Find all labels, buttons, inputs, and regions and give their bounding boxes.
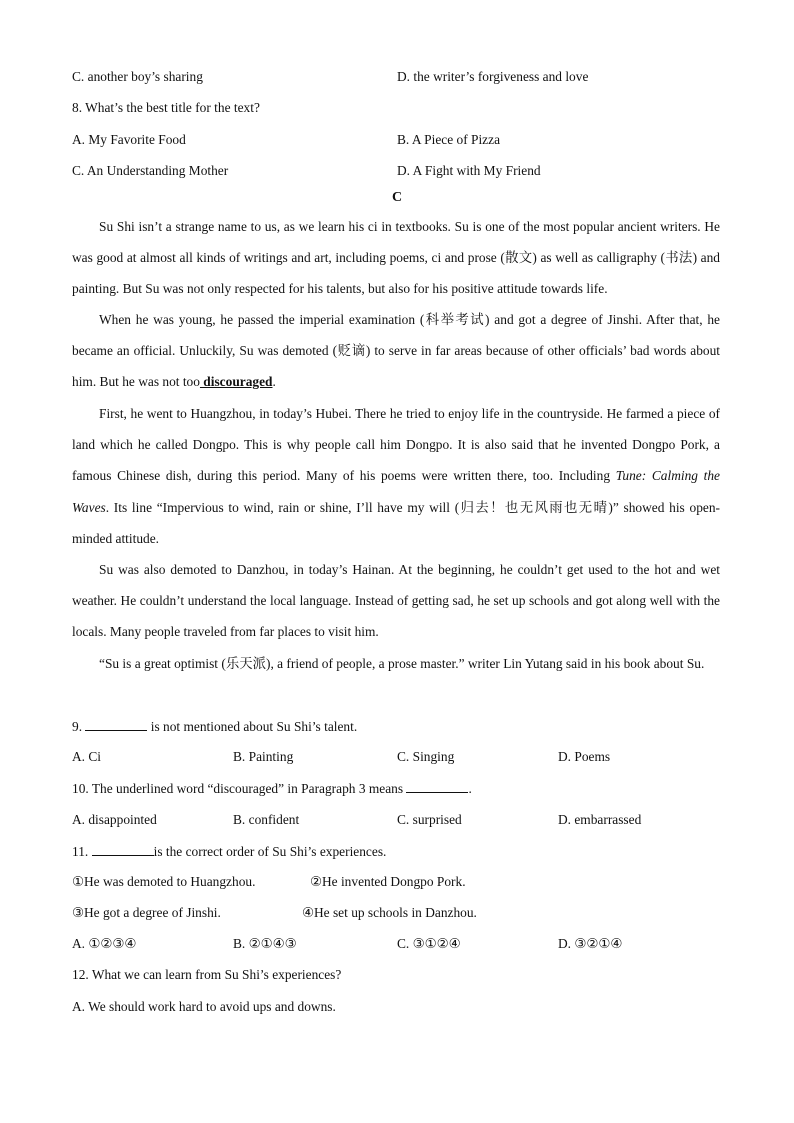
q10-end: . bbox=[468, 781, 472, 796]
q11-number: 11. bbox=[72, 844, 89, 859]
experience-1: ①He was demoted to Huangzhou. bbox=[72, 874, 256, 889]
q11-option-a: A. ①②③④ bbox=[72, 936, 137, 951]
passage-paragraph-2 bbox=[72, 304, 720, 398]
q10-option-a: A. disappointed bbox=[72, 812, 157, 827]
answer-blank bbox=[92, 843, 154, 856]
q9-option-c: C. Singing bbox=[397, 749, 455, 764]
q9-option-a: A. Ci bbox=[72, 749, 102, 764]
q11-option-d: D. ③②①④ bbox=[558, 936, 623, 951]
q8-stem: 8. What’s the best title for the text? bbox=[72, 100, 260, 115]
underlined-word: discouraged bbox=[199, 374, 273, 390]
experience-2: ②He invented Dongpo Pork. bbox=[310, 874, 466, 889]
q8-option-c: C. An Understanding Mother bbox=[72, 163, 229, 178]
q11-option-c: C. ③①②④ bbox=[397, 936, 461, 951]
q9-number: 9. bbox=[72, 719, 83, 734]
q11-option-b: B. ②①④③ bbox=[233, 936, 297, 951]
q9-option-b: B. Painting bbox=[233, 749, 294, 764]
q8-option-a: A. My Favorite Food bbox=[72, 132, 186, 147]
q9-stem bbox=[72, 718, 357, 735]
q9-text: is not mentioned about Su Shi’s talent. bbox=[147, 719, 358, 734]
paragraph-3-text: First, he went to Huangzhou, in today’s Hubei. There he tried to enjoy life in the countryside. He farmed a piece of land which he called Dongpo. This is why people call him Dongpo. It is also said that he invented Dongpo Pork, a famous Chinese dish, during this period. Many of his poems were written there, too. Including bbox=[72, 406, 720, 484]
poem-title: Tune: Calming the Waves bbox=[72, 468, 720, 515]
q10-text: 10. The underlined word “discouraged” in Paragraph 3 means bbox=[72, 781, 404, 796]
experience-3: ③He got a degree of Jinshi. bbox=[72, 905, 221, 920]
q10-option-d: D. embarrassed bbox=[558, 812, 642, 827]
passage-paragraph-3 bbox=[72, 398, 720, 554]
q7-option-c: C. another boy’s sharing bbox=[72, 69, 203, 84]
passage-paragraph-4: Su was also demoted to Danzhou, in today’s Hainan. At the beginning, he couldn’t get used to the hot and wet weather. He couldn’t understand the local language. Instead of getting sad, he set up schools and got along well with the locals. Many people traveled from far places to visit him. bbox=[72, 562, 720, 640]
paragraph-2-text: When he was young, he passed the imperial examination (科举考试) and got a degree of Jinshi. After that, he became an official. Unluckily, Su was demoted (贬谪) to serve in far areas because of other officials’ bad words about him. But he was not too bbox=[72, 312, 720, 390]
q10-stem bbox=[72, 780, 472, 797]
q11-stem bbox=[72, 843, 386, 860]
answer-blank bbox=[406, 780, 468, 793]
q11-text: is the correct order of Su Shi’s experiences. bbox=[153, 844, 387, 859]
experience-4: ④He set up schools in Danzhou. bbox=[302, 905, 477, 920]
q7-option-d: D. the writer’s forgiveness and love bbox=[397, 69, 589, 84]
q10-option-b: B. confident bbox=[233, 812, 300, 827]
q8-option-d: D. A Fight with My Friend bbox=[397, 163, 541, 178]
passage-paragraph-1: Su Shi isn’t a strange name to us, as we learn his ci in textbooks. Su is one of the most popular ancient writers. He was good at almost all kinds of writings and art, including poems, ci and prose (散文) as well as calligraphy (书法) and painting. But Su was not only respected for his talents, but also for his positive attitude towards life. bbox=[72, 219, 720, 297]
paragraph-3-end: . Its line “Impervious to wind, rain or shine, I’ll have my will (归去！也无风雨也无晴)” showed his open-minded attitude. bbox=[72, 499, 720, 546]
answer-blank bbox=[85, 718, 147, 731]
q10-option-c: C. surprised bbox=[397, 812, 462, 827]
q12-stem: 12. What we can learn from Su Shi’s experiences? bbox=[72, 967, 342, 982]
paragraph-2-end: . bbox=[272, 374, 276, 390]
q8-option-b: B. A Piece of Pizza bbox=[397, 132, 501, 147]
q9-option-d: D. Poems bbox=[558, 749, 611, 764]
section-heading: C bbox=[391, 190, 403, 205]
q12-option-a: A. We should work hard to avoid ups and downs. bbox=[72, 999, 336, 1014]
passage-paragraph-5: “Su is a great optimist (乐天派), a friend of people, a prose master.” writer Lin Yutang said in his book about Su. bbox=[99, 656, 705, 671]
